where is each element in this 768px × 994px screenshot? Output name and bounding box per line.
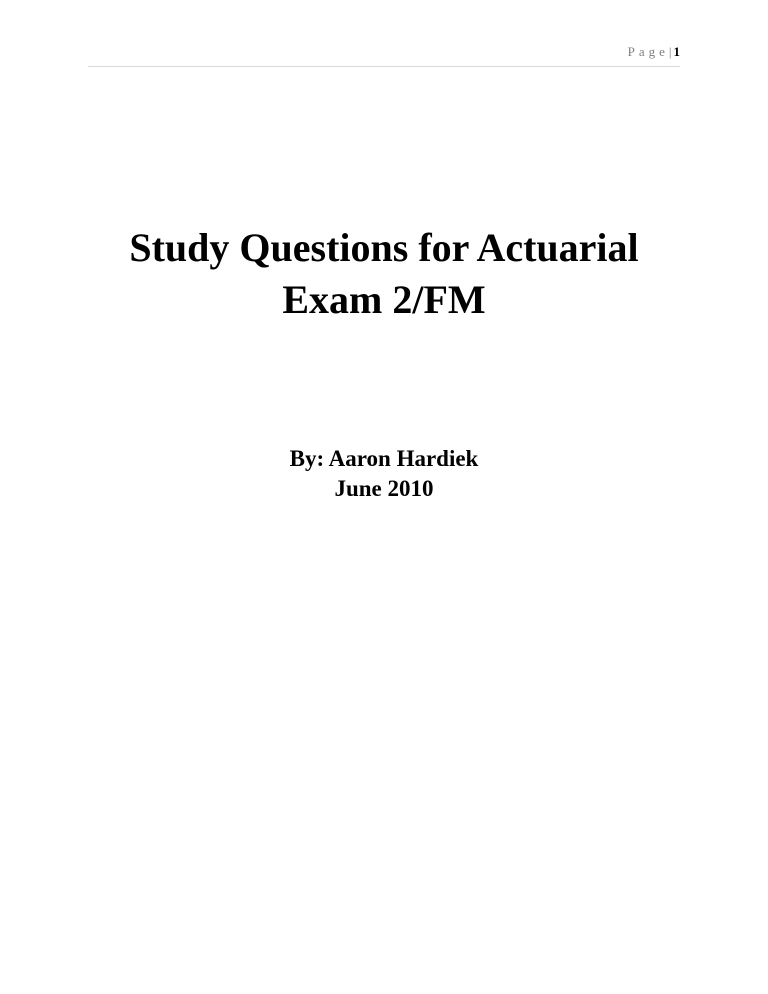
byline — [88, 444, 680, 504]
title-line-1: Study Questions for Actuarial — [129, 225, 639, 270]
page-label: Page — [627, 44, 669, 59]
date-line: June 2010 — [334, 476, 434, 501]
page-number: 1 — [673, 44, 680, 59]
page-separator: | — [668, 44, 672, 59]
document-title — [88, 222, 680, 326]
header-divider — [88, 66, 680, 67]
title-line-2: Exam 2/FM — [282, 277, 486, 322]
page-header — [628, 44, 680, 60]
author-line: By: Aaron Hardiek — [289, 446, 479, 471]
